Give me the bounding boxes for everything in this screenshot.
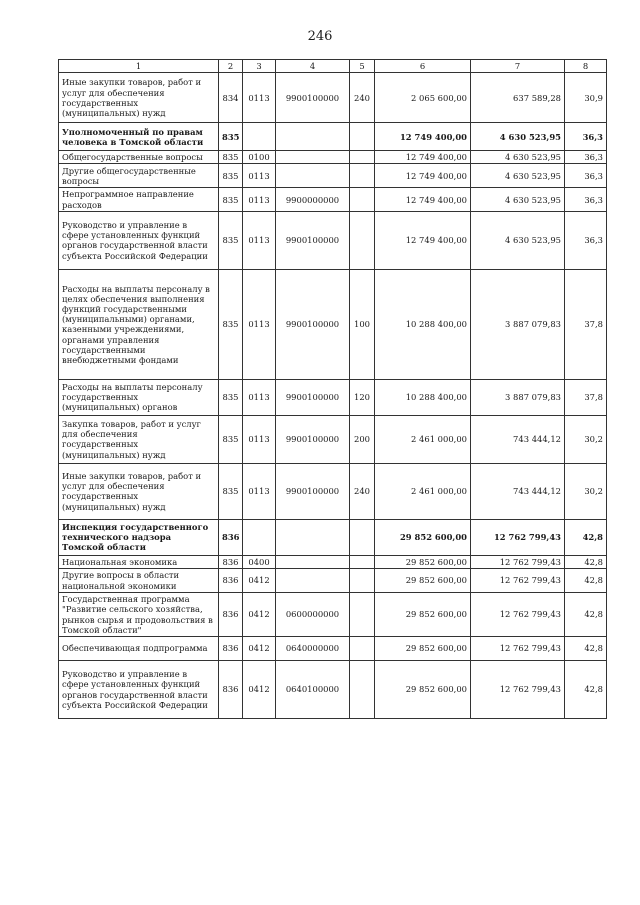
executed-amount-cell: 12 762 799,43 — [471, 593, 565, 637]
section-code-cell: 0400 — [243, 555, 276, 568]
row-name-cell: Иные закупки товаров, работ и услуг для обеспечения государственных (муниципальных) нужд — [59, 463, 219, 519]
admin-code-cell: 836 — [219, 555, 243, 568]
expense-type-cell — [350, 151, 375, 164]
column-header: 6 — [375, 60, 471, 73]
target-code-cell — [276, 123, 350, 151]
target-code-cell: 9900100000 — [276, 269, 350, 379]
admin-code-cell: 835 — [219, 123, 243, 151]
execution-percent-cell: 42,8 — [565, 519, 607, 555]
row-name-cell: Непрограммное направление расходов — [59, 188, 219, 211]
target-code-cell — [276, 555, 350, 568]
section-code-cell: 0412 — [243, 593, 276, 637]
expense-type-cell — [350, 661, 375, 719]
expense-type-cell — [350, 555, 375, 568]
admin-code-cell: 836 — [219, 661, 243, 719]
table-row — [59, 269, 607, 379]
admin-code-cell: 835 — [219, 164, 243, 188]
table-row — [59, 415, 607, 463]
section-code-cell: 0113 — [243, 463, 276, 519]
plan-amount-cell: 2 065 600,00 — [375, 73, 471, 123]
target-code-cell — [276, 519, 350, 555]
admin-code-cell: 835 — [219, 415, 243, 463]
column-header: 7 — [471, 60, 565, 73]
section-code-cell: 0113 — [243, 188, 276, 211]
execution-percent-cell: 30,2 — [565, 415, 607, 463]
executed-amount-cell: 4 630 523,95 — [471, 188, 565, 211]
admin-code-cell: 836 — [219, 637, 243, 661]
table-row — [59, 593, 607, 637]
target-code-cell: 0640000000 — [276, 637, 350, 661]
plan-amount-cell: 12 749 400,00 — [375, 188, 471, 211]
row-name-cell: Руководство и управление в сфере установленных функций органов государственной власти субъекта Российской Федерации — [59, 661, 219, 719]
column-header: 1 — [59, 60, 219, 73]
table-body — [59, 60, 607, 719]
table-row — [59, 555, 607, 568]
row-name-cell: Другие вопросы в области национальной экономики — [59, 569, 219, 593]
execution-percent-cell: 36,3 — [565, 211, 607, 269]
expense-type-cell — [350, 123, 375, 151]
expense-type-cell — [350, 188, 375, 211]
executed-amount-cell: 4 630 523,95 — [471, 164, 565, 188]
executed-amount-cell: 12 762 799,43 — [471, 661, 565, 719]
expense-type-cell: 120 — [350, 379, 375, 415]
admin-code-cell: 835 — [219, 269, 243, 379]
plan-amount-cell: 29 852 600,00 — [375, 555, 471, 568]
execution-percent-cell: 36,3 — [565, 188, 607, 211]
execution-percent-cell: 36,3 — [565, 123, 607, 151]
executed-amount-cell: 4 630 523,95 — [471, 151, 565, 164]
expense-type-cell — [350, 637, 375, 661]
row-name-cell: Инспекция государственного технического надзора Томской области — [59, 519, 219, 555]
row-name-cell: Обеспечивающая подпрограмма — [59, 637, 219, 661]
section-code-cell: 0412 — [243, 637, 276, 661]
plan-amount-cell: 29 852 600,00 — [375, 637, 471, 661]
admin-code-cell: 834 — [219, 73, 243, 123]
plan-amount-cell: 12 749 400,00 — [375, 151, 471, 164]
expense-type-cell — [350, 519, 375, 555]
executed-amount-cell: 12 762 799,43 — [471, 519, 565, 555]
section-code-cell: 0113 — [243, 379, 276, 415]
execution-percent-cell: 42,8 — [565, 661, 607, 719]
section-code-cell: 0100 — [243, 151, 276, 164]
row-name-cell: Расходы на выплаты персоналу государственных (муниципальных) органов — [59, 379, 219, 415]
target-code-cell: 9900100000 — [276, 379, 350, 415]
plan-amount-cell: 29 852 600,00 — [375, 519, 471, 555]
header-row — [59, 60, 607, 73]
execution-percent-cell: 42,8 — [565, 637, 607, 661]
admin-code-cell: 835 — [219, 211, 243, 269]
execution-percent-cell: 36,3 — [565, 151, 607, 164]
execution-percent-cell: 37,8 — [565, 269, 607, 379]
expense-type-cell — [350, 211, 375, 269]
plan-amount-cell: 12 749 400,00 — [375, 164, 471, 188]
target-code-cell: 9900100000 — [276, 463, 350, 519]
table-row — [59, 73, 607, 123]
admin-code-cell: 835 — [219, 463, 243, 519]
executed-amount-cell: 4 630 523,95 — [471, 123, 565, 151]
expense-type-cell: 240 — [350, 73, 375, 123]
executed-amount-cell: 4 630 523,95 — [471, 211, 565, 269]
plan-amount-cell: 12 749 400,00 — [375, 211, 471, 269]
table-row — [59, 151, 607, 164]
plan-amount-cell: 29 852 600,00 — [375, 569, 471, 593]
section-code-cell: 0113 — [243, 211, 276, 269]
table-row — [59, 211, 607, 269]
executed-amount-cell: 637 589,28 — [471, 73, 565, 123]
execution-percent-cell: 37,8 — [565, 379, 607, 415]
budget-table — [58, 59, 607, 719]
row-name-cell: Иные закупки товаров, работ и услуг для обеспечения государственных (муниципальных) нужд — [59, 73, 219, 123]
execution-percent-cell: 42,8 — [565, 569, 607, 593]
target-code-cell: 9900000000 — [276, 188, 350, 211]
column-header: 5 — [350, 60, 375, 73]
plan-amount-cell: 29 852 600,00 — [375, 593, 471, 637]
section-code-cell: 0412 — [243, 569, 276, 593]
row-name-cell: Закупка товаров, работ и услуг для обеспечения государственных (муниципальных) нужд — [59, 415, 219, 463]
section-code-cell: 0412 — [243, 661, 276, 719]
target-code-cell: 0600000000 — [276, 593, 350, 637]
target-code-cell: 9900100000 — [276, 211, 350, 269]
target-code-cell: 0640100000 — [276, 661, 350, 719]
section-code-cell: 0113 — [243, 269, 276, 379]
executed-amount-cell: 743 444,12 — [471, 415, 565, 463]
expense-type-cell: 100 — [350, 269, 375, 379]
expense-type-cell: 200 — [350, 415, 375, 463]
column-header: 3 — [243, 60, 276, 73]
column-header: 8 — [565, 60, 607, 73]
execution-percent-cell: 42,8 — [565, 555, 607, 568]
admin-code-cell: 836 — [219, 519, 243, 555]
row-name-cell: Уполномоченный по правам человека в Томской области — [59, 123, 219, 151]
row-name-cell: Расходы на выплаты персоналу в целях обеспечения выполнения функций государственными (муниципальными) органами, казенными учреждениями, органами управления государственными внебюджетными фондами — [59, 269, 219, 379]
expense-type-cell — [350, 569, 375, 593]
executed-amount-cell: 3 887 079,83 — [471, 379, 565, 415]
target-code-cell — [276, 569, 350, 593]
row-name-cell: Руководство и управление в сфере установленных функций органов государственной власти субъекта Российской Федерации — [59, 211, 219, 269]
row-name-cell: Государственная программа "Развитие сельского хозяйства, рынков сырья и продовольствия в Томской области" — [59, 593, 219, 637]
section-code-cell — [243, 519, 276, 555]
execution-percent-cell: 36,3 — [565, 164, 607, 188]
section-code-cell: 0113 — [243, 73, 276, 123]
target-code-cell: 9900100000 — [276, 73, 350, 123]
table-row — [59, 637, 607, 661]
admin-code-cell: 835 — [219, 188, 243, 211]
target-code-cell: 9900100000 — [276, 415, 350, 463]
plan-amount-cell: 12 749 400,00 — [375, 123, 471, 151]
table-row — [59, 569, 607, 593]
column-header: 4 — [276, 60, 350, 73]
target-code-cell — [276, 164, 350, 188]
execution-percent-cell: 30,2 — [565, 463, 607, 519]
column-header: 2 — [219, 60, 243, 73]
table-row — [59, 123, 607, 151]
row-name-cell: Национальная экономика — [59, 555, 219, 568]
row-name-cell: Другие общегосударственные вопросы — [59, 164, 219, 188]
expense-type-cell — [350, 164, 375, 188]
plan-amount-cell: 2 461 000,00 — [375, 415, 471, 463]
table-row — [59, 463, 607, 519]
table-row — [59, 188, 607, 211]
plan-amount-cell: 10 288 400,00 — [375, 269, 471, 379]
executed-amount-cell: 12 762 799,43 — [471, 555, 565, 568]
table-row — [59, 164, 607, 188]
admin-code-cell: 836 — [219, 593, 243, 637]
page-number: 246 — [307, 29, 333, 44]
executed-amount-cell: 12 762 799,43 — [471, 569, 565, 593]
plan-amount-cell: 10 288 400,00 — [375, 379, 471, 415]
table-row — [59, 379, 607, 415]
admin-code-cell: 836 — [219, 569, 243, 593]
admin-code-cell: 835 — [219, 151, 243, 164]
execution-percent-cell: 30,9 — [565, 73, 607, 123]
expense-type-cell: 240 — [350, 463, 375, 519]
executed-amount-cell: 3 887 079,83 — [471, 269, 565, 379]
plan-amount-cell: 29 852 600,00 — [375, 661, 471, 719]
execution-percent-cell: 42,8 — [565, 593, 607, 637]
section-code-cell — [243, 123, 276, 151]
plan-amount-cell: 2 461 000,00 — [375, 463, 471, 519]
executed-amount-cell: 12 762 799,43 — [471, 637, 565, 661]
section-code-cell: 0113 — [243, 415, 276, 463]
target-code-cell — [276, 151, 350, 164]
admin-code-cell: 835 — [219, 379, 243, 415]
row-name-cell: Общегосударственные вопросы — [59, 151, 219, 164]
expense-type-cell — [350, 593, 375, 637]
table-row — [59, 661, 607, 719]
section-code-cell: 0113 — [243, 164, 276, 188]
executed-amount-cell: 743 444,12 — [471, 463, 565, 519]
table-row — [59, 519, 607, 555]
